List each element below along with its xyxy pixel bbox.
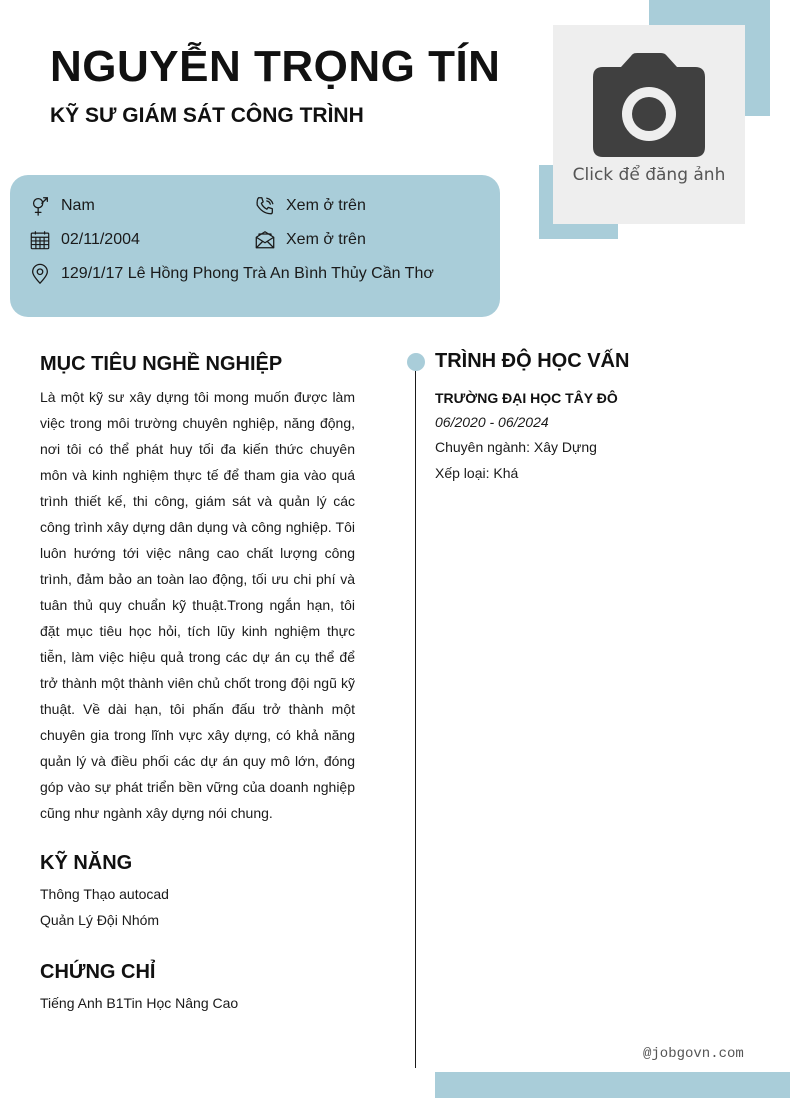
watermark: @jobgovn.com	[643, 1046, 744, 1062]
photo-upload-box[interactable]	[553, 25, 745, 224]
objective-text: Là một kỹ sư xây dựng tôi mong muốn được làm việc trong môi trường chuyên nghiệp, năng động, nơi tôi có thể phát huy tối đa kiến thức chuyên môn và kinh nghiệm thực tế để tham gia vào quá trình thiết kế, thi công, giám sát và quản lý các công trình xây dựng dân dụng và công nghiệp. Tôi luôn hướng tới việc nâng cao chất lượng công trình, đảm bảo an toàn lao động, tối ưu chi phí và tuân thủ quy chuẩn kỹ thuật.Trong ngắn hạn, tôi đặt mục tiêu học hỏi, tích lũy kinh nghiệm thực tiễn, làm việc hiệu quả trong các dự án cụ thể để trở thành một thành viên chủ chốt trong đội ngũ kỹ thuật. Về dài hạn, tôi phấn đấu trở thành một chuyên gia trong lĩnh vực xây dựng, có khả năng quản lý và điều phối các dự án quy mô lớn, đóng góp vào sự phát triển bền vững của doanh nghiệp cũng như ngành xây dựng nói chung.	[40, 389, 355, 821]
photo-upload-label: Click để đăng ảnh	[572, 165, 726, 185]
education-period: 06/2020 - 06/2024	[435, 414, 549, 430]
personal-info-panel	[10, 175, 500, 317]
skill-item: Thông Thạo autocad	[40, 886, 169, 902]
phone-value: Xem ở trên	[286, 197, 366, 214]
gender-value: Nam	[61, 197, 95, 214]
gender-icon	[29, 195, 51, 217]
certificate-item: Tiếng Anh B1Tin Học Nâng Cao	[40, 995, 239, 1011]
info-gender	[29, 195, 95, 217]
info-email	[254, 229, 366, 251]
candidate-name: NGUYỄN TRỌNG TÍN	[50, 42, 501, 91]
education-heading: TRÌNH ĐỘ HỌC VẤN	[435, 350, 630, 372]
job-title: KỸ SƯ GIÁM SÁT CÔNG TRÌNH	[50, 104, 364, 127]
info-dob	[29, 229, 140, 251]
certificates-heading: CHỨNG CHỈ	[40, 961, 156, 983]
calendar-icon	[29, 229, 51, 251]
camera-icon	[591, 53, 707, 159]
education-school: TRƯỜNG ĐẠI HỌC TÂY ĐÔ	[435, 390, 618, 406]
timeline-dot	[407, 353, 425, 371]
objective-heading: MỤC TIÊU NGHỀ NGHIỆP	[40, 353, 283, 375]
dob-value: 02/11/2004	[61, 231, 140, 248]
email-value: Xem ở trên	[286, 231, 366, 248]
info-address	[29, 263, 434, 285]
email-icon	[254, 229, 276, 251]
education-grade: Xếp loại: Khá	[435, 465, 519, 481]
education-major: Chuyên ngành: Xây Dựng	[435, 439, 597, 455]
timeline-line	[415, 362, 416, 1068]
decor-block-bottom	[435, 1072, 790, 1098]
phone-icon	[254, 195, 276, 217]
skills-heading: KỸ NĂNG	[40, 852, 133, 874]
address-value: 129/1/17 Lê Hồng Phong Trà An Bình Thủy Cần Thơ	[61, 265, 434, 282]
location-pin-icon	[29, 263, 51, 285]
skill-item: Quản Lý Đội Nhóm	[40, 912, 160, 928]
info-phone	[254, 195, 366, 217]
